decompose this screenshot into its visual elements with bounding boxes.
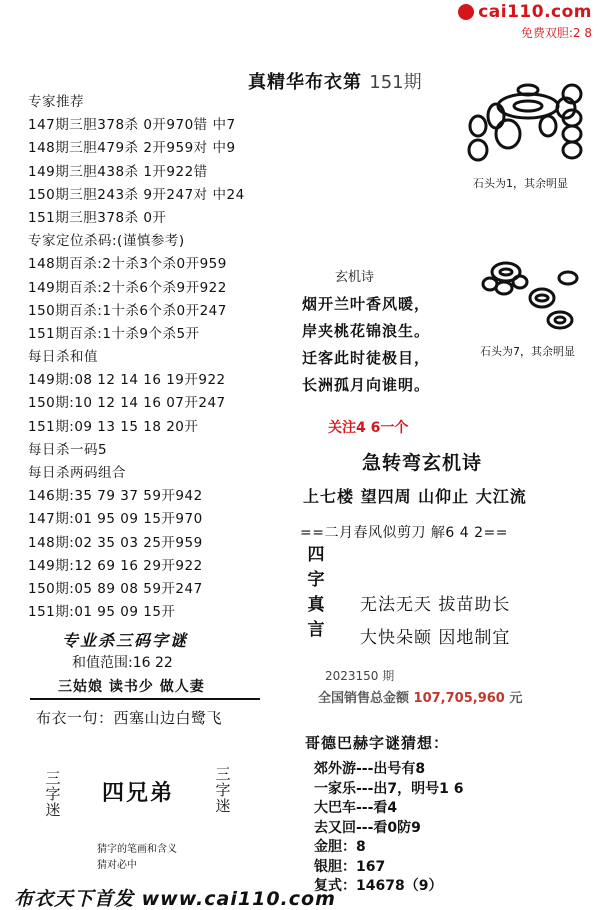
riddle-vert-left: 三 字 迷 [45, 769, 61, 819]
divider [30, 698, 260, 700]
goethe-lines [314, 760, 464, 897]
list-item: 146期:35 79 37 59开942 [28, 488, 203, 505]
riddle-poem-line: 上七楼 望四周 山仰止 大江流 [303, 487, 527, 506]
sales-label: 全国销售总金额 [318, 691, 410, 706]
goethe-line: 郊外游---出号有8 [314, 761, 426, 777]
sales-period: 2023150 期 [325, 669, 395, 683]
riddle-note: 猜字的笔画和含义 [97, 844, 177, 855]
list-item: 147期:01 95 09 15开970 [28, 511, 203, 528]
riddle-poem-title: 急转弯玄机诗 [362, 452, 483, 474]
stone-puzzle-2-image [480, 250, 580, 340]
stone-puzzle-1-image [460, 78, 590, 170]
list-item: 150期:10 12 14 16 07开247 [28, 395, 226, 412]
sizi-row: 无法无天 拔苗助长 [360, 595, 511, 615]
poem-title: 玄机诗 [335, 270, 375, 285]
list-item: 150期:05 89 08 59开247 [28, 580, 203, 597]
riddle-hint: 三姑娘 读书少 做人妻 [58, 679, 205, 695]
riddle-title: 专业杀三码字谜 [62, 631, 189, 650]
list-item: 149期:12 69 16 29开922 [28, 557, 203, 574]
list-item: 专家定位杀码:(谨慎参考) [28, 233, 185, 250]
list-item: 151期:01 95 09 15开 [28, 604, 176, 621]
picture-caption-1: 石头为1，其余明显 [473, 177, 568, 190]
goethe-line: 复式：14678（9） [314, 878, 443, 894]
riddle-main: 四兄弟 [102, 781, 175, 806]
site-name[interactable]: cai110.com [478, 2, 592, 22]
goethe-title: 哥德巴赫字谜猜想： [305, 734, 450, 752]
free-tip: 免费双胆:2 8 [520, 26, 592, 40]
goethe-line: 金胆：8 [314, 839, 366, 855]
list-item: 148期三胆479杀 2开959对 中9 [28, 140, 236, 157]
list-item: 149期三胆438杀 1开922错 [28, 163, 208, 180]
list-item: 每日杀两码组合 [28, 465, 126, 481]
list-item: 151期:09 13 15 18 20开 [28, 418, 199, 435]
sales-total [318, 687, 522, 706]
riddle-note: 猜对必中 [97, 860, 137, 871]
buyi-sentence: 布衣一句：西塞山边白鹭飞 [36, 709, 223, 727]
list-item: 151期百杀:1十杀9个杀5开 [28, 325, 200, 342]
poem-lines [302, 291, 430, 399]
sum-range: 和值范围:16 22 [72, 655, 173, 671]
poem-line: 迁客此时徒极目， [302, 349, 431, 367]
picture-caption-2: 石头为7，其余明显 [480, 345, 575, 358]
footer[interactable]: 布衣天下首发 www.cai110.com [14, 888, 336, 910]
list-item: 151期三胆378杀 0开 [28, 209, 167, 226]
list-item: 每日杀和值 [28, 349, 98, 366]
title-text: 真精华布衣第 [248, 72, 362, 93]
riddle-vert-right: 三 字 迷 [215, 765, 231, 815]
list-item: 148期百杀:2十杀3个杀0开959 [28, 256, 227, 273]
list-item: 148期:02 35 03 25开959 [28, 534, 203, 551]
title-issue: 151期 [369, 72, 422, 93]
list-item: 147期三胆378杀 0开970错 中7 [28, 117, 236, 134]
left-list [28, 91, 288, 624]
sizi-row: 大快朵颐 因地制宜 [360, 628, 511, 648]
site-logo-icon [458, 4, 474, 20]
list-item: 150期百杀:1十杀6个杀0开247 [28, 302, 227, 319]
sales-amount: 107,705,960 [413, 691, 505, 706]
list-item: 149期百杀:2十杀6个杀9开922 [28, 279, 227, 296]
goethe-line: 一家乐---出7，明号1 6 [314, 780, 464, 797]
list-item: 每日杀一码5 [28, 441, 108, 458]
riddle-poem-solution: ==二月春风似剪刀 解6 4 2== [300, 525, 508, 541]
focus-hint: 关注4 6一个 [328, 420, 409, 436]
poem-line: 烟开兰叶香风暖， [302, 295, 431, 313]
list-item: 专家推荐 [28, 94, 84, 110]
goethe-line: 去又回---看0防9 [314, 819, 421, 836]
list-item: 149期:08 12 14 16 19开922 [28, 372, 226, 389]
poem-line: 长洲孤月向谁明。 [302, 376, 431, 394]
goethe-line: 银胆：167 [314, 858, 386, 875]
poem-line: 岸夹桃花锦浪生。 [302, 322, 431, 340]
sizi-label: 四 字 真 言 [307, 545, 325, 640]
sales-unit: 元 [509, 691, 523, 706]
goethe-line: 大巴车---看4 [314, 800, 398, 816]
list-item: 150期三胆243杀 9开247对 中24 [28, 186, 245, 203]
